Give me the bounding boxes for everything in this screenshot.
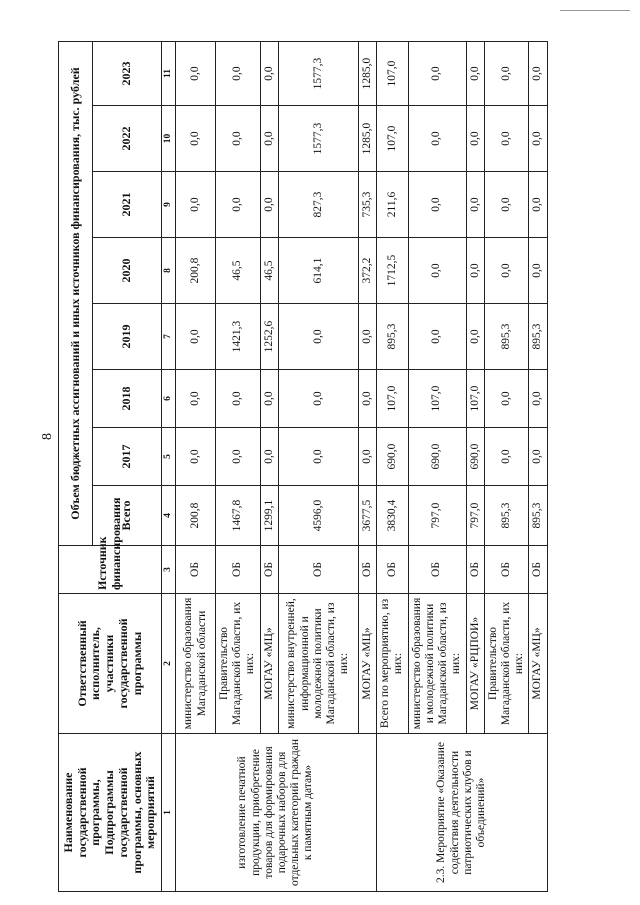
budget-value: 200,8 <box>176 486 216 546</box>
column-index: 5 <box>162 428 176 486</box>
responsible-executor: министерство внутренней, информационной и молодежной политики Магаданской области, из них: <box>278 594 358 734</box>
budget-value: 0,0 <box>529 370 547 428</box>
budget-value: 200,8 <box>176 238 216 304</box>
budget-value: 0,0 <box>466 172 484 238</box>
budget-value: 0,0 <box>216 172 261 238</box>
financing-source: ОБ <box>529 546 547 594</box>
column-index: 3 <box>162 546 176 594</box>
budget-value: 0,0 <box>529 106 547 172</box>
budget-value: 0,0 <box>216 106 261 172</box>
budget-value: 0,0 <box>358 370 376 428</box>
budget-value: 0,0 <box>358 304 376 370</box>
budget-value: 0,0 <box>484 172 529 238</box>
budget-value: 690,0 <box>408 428 466 486</box>
responsible-executor: МОГАУ «РЦПОИ» <box>466 594 484 734</box>
budget-value: 0,0 <box>408 238 466 304</box>
responsible-executor: МОГАУ «МЦ» <box>358 594 376 734</box>
budget-value: 211,6 <box>377 172 408 238</box>
budget-value: 0,0 <box>484 428 529 486</box>
budget-value: 0,0 <box>466 238 484 304</box>
program-activity-name: изготовление печатной продукции, приобретение товаров для формирования подарочных наборов для отдельных категорий граждан к памятным датам» <box>176 734 377 892</box>
budget-value: 0,0 <box>260 370 278 428</box>
budget-value: 0,0 <box>529 238 547 304</box>
budget-value: 0,0 <box>529 172 547 238</box>
budget-value: 0,0 <box>466 41 484 105</box>
header-year: 2019 <box>93 304 162 370</box>
budget-value: 895,3 <box>377 304 408 370</box>
budget-value: 1285,0 <box>358 41 376 105</box>
budget-value: 0,0 <box>408 41 466 105</box>
header-year: 2017 <box>93 428 162 486</box>
rotated-table-container <box>58 42 638 892</box>
budget-value: 1467,8 <box>216 486 261 546</box>
table-row <box>377 41 408 891</box>
budget-value: 107,0 <box>377 370 408 428</box>
budget-value: 0,0 <box>176 172 216 238</box>
budget-table <box>58 41 548 892</box>
financing-source: ОБ <box>216 546 261 594</box>
budget-value: 0,0 <box>484 41 529 105</box>
column-index: 9 <box>162 172 176 238</box>
budget-value: 0,0 <box>278 428 358 486</box>
budget-value: 107,0 <box>377 41 408 105</box>
budget-value: 0,0 <box>176 428 216 486</box>
budget-value: 0,0 <box>408 172 466 238</box>
responsible-executor: МОГАУ «МЦ» <box>260 594 278 734</box>
budget-value: 895,3 <box>529 486 547 546</box>
budget-value: 0,0 <box>278 304 358 370</box>
top-rule <box>560 10 630 11</box>
budget-value: 372,2 <box>358 238 376 304</box>
header-year: 2020 <box>93 238 162 304</box>
financing-source: ОБ <box>358 546 376 594</box>
budget-value: 0,0 <box>466 106 484 172</box>
header-year: 2021 <box>93 172 162 238</box>
financing-source: ОБ <box>176 546 216 594</box>
header-year: Всего <box>93 486 162 546</box>
budget-value: 0,0 <box>529 428 547 486</box>
budget-value: 0,0 <box>408 106 466 172</box>
program-activity-name: 2.3. Мероприятие «Оказание содействия деятельности патриотических клубов и объединений» <box>377 734 548 892</box>
header-year: 2022 <box>93 106 162 172</box>
budget-value: 107,0 <box>466 370 484 428</box>
budget-value: 1252,6 <box>260 304 278 370</box>
budget-value: 0,0 <box>216 428 261 486</box>
table-row <box>176 41 216 891</box>
budget-value: 107,0 <box>377 106 408 172</box>
responsible-executor: министерство образования Магаданской области <box>176 594 216 734</box>
budget-value: 0,0 <box>278 370 358 428</box>
budget-value: 0,0 <box>260 106 278 172</box>
budget-value: 0,0 <box>176 370 216 428</box>
budget-value: 46,5 <box>216 238 261 304</box>
header-name: Наименование государственной программы, Подпрограммы государственной программы, основных мероприятий <box>59 734 162 892</box>
column-index: 6 <box>162 370 176 428</box>
table-body <box>176 41 548 891</box>
header-year: 2018 <box>93 370 162 428</box>
header-responsible: Ответственный исполнитель, участники государственной программы <box>59 594 162 734</box>
budget-value: 0,0 <box>358 428 376 486</box>
budget-value: 735,3 <box>358 172 376 238</box>
budget-value: 797,0 <box>408 486 466 546</box>
financing-source: ОБ <box>466 546 484 594</box>
responsible-executor: Правительство Магаданской области, их них: <box>484 594 529 734</box>
financing-source: ОБ <box>260 546 278 594</box>
budget-value: 1577,3 <box>278 106 358 172</box>
budget-value: 107,0 <box>408 370 466 428</box>
budget-value: 0,0 <box>176 304 216 370</box>
budget-value: 0,0 <box>484 370 529 428</box>
budget-value: 0,0 <box>260 428 278 486</box>
page-number: 8 <box>40 433 55 440</box>
budget-value: 895,3 <box>484 486 529 546</box>
budget-value: 0,0 <box>529 41 547 105</box>
responsible-executor: министерство образования и молодежной политики Магаданской области, из них: <box>408 594 466 734</box>
financing-source: ОБ <box>377 546 408 594</box>
budget-value: 46,5 <box>260 238 278 304</box>
financing-source: ОБ <box>278 546 358 594</box>
column-index: 2 <box>162 594 176 734</box>
header-source: Источник финансирования <box>59 546 162 594</box>
responsible-executor: МОГАУ «МЦ» <box>529 594 547 734</box>
budget-value: 1712,5 <box>377 238 408 304</box>
column-index: 1 <box>162 734 176 892</box>
budget-value: 1285,0 <box>358 106 376 172</box>
column-index: 7 <box>162 304 176 370</box>
header-year: 2023 <box>93 41 162 105</box>
column-index: 4 <box>162 486 176 546</box>
budget-value: 0,0 <box>216 41 261 105</box>
budget-value: 3830,4 <box>377 486 408 546</box>
budget-value: 0,0 <box>176 106 216 172</box>
financing-source: ОБ <box>484 546 529 594</box>
budget-value: 0,0 <box>466 304 484 370</box>
budget-value: 0,0 <box>408 304 466 370</box>
column-index: 11 <box>162 41 176 105</box>
budget-value: 3677,5 <box>358 486 376 546</box>
budget-value: 895,3 <box>529 304 547 370</box>
budget-value: 690,0 <box>466 428 484 486</box>
column-index: 10 <box>162 106 176 172</box>
budget-value: 0,0 <box>216 370 261 428</box>
budget-value: 1577,3 <box>278 41 358 105</box>
budget-value: 0,0 <box>260 41 278 105</box>
budget-value: 0,0 <box>176 41 216 105</box>
responsible-executor: Всего по мероприятию, из них: <box>377 594 408 734</box>
header-volume: Объем бюджетных ассигнований и иных источников финансирования, тыс. рублей <box>59 41 93 545</box>
responsible-executor: Правительство Магаданской области, их них: <box>216 594 261 734</box>
budget-value: 797,0 <box>466 486 484 546</box>
budget-value: 827,3 <box>278 172 358 238</box>
budget-value: 614,1 <box>278 238 358 304</box>
column-index: 8 <box>162 238 176 304</box>
financing-source: ОБ <box>408 546 466 594</box>
budget-value: 0,0 <box>260 172 278 238</box>
budget-value: 1299,1 <box>260 486 278 546</box>
budget-value: 0,0 <box>484 106 529 172</box>
budget-value: 0,0 <box>484 238 529 304</box>
budget-value: 690,0 <box>377 428 408 486</box>
budget-value: 1421,3 <box>216 304 261 370</box>
budget-value: 895,3 <box>484 304 529 370</box>
budget-value: 4596,0 <box>278 486 358 546</box>
